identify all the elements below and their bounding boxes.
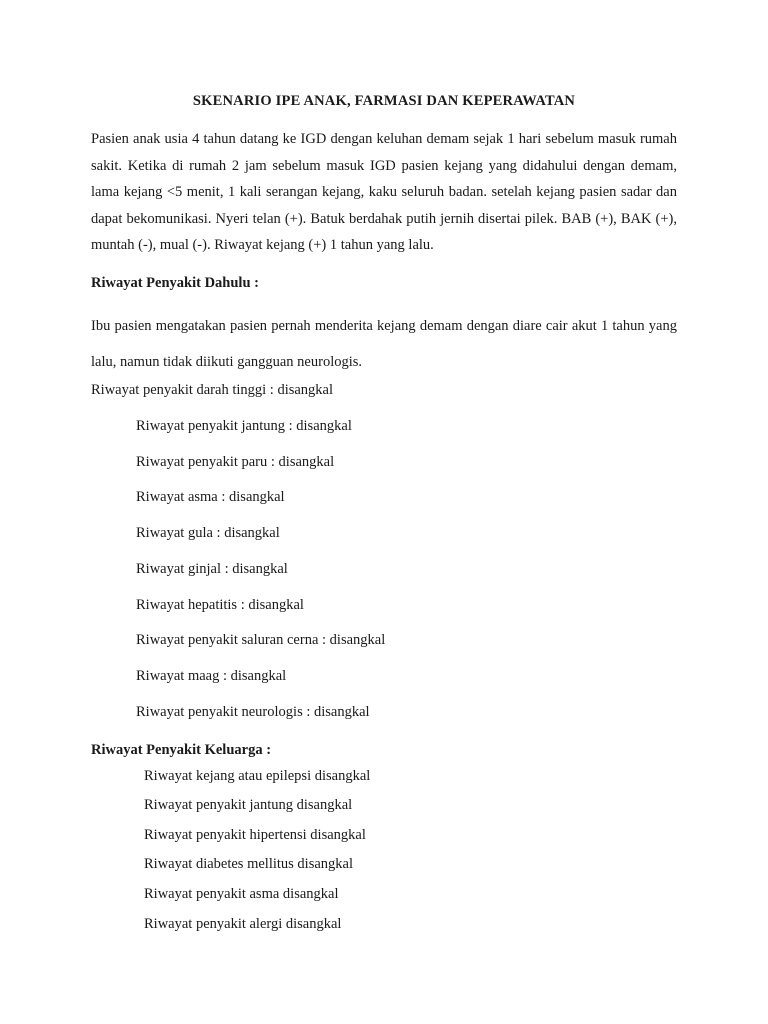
past-history-paragraph: Ibu pasien mengatakan pasien pernah menderita kejang demam dengan diare cair akut 1 tahun yang lalu, namun tidak diikuti gangguan neurologis.: [91, 318, 677, 370]
past-history-item: Riwayat penyakit jantung : disangkal: [136, 418, 352, 434]
family-history-item: Riwayat kejang atau epilepsi disangkal: [144, 768, 371, 784]
intro-paragraph: Pasien anak usia 4 tahun datang ke IGD dengan keluhan demam sejak 1 hari sebelum masuk rumah sakit. Ketika di rumah 2 jam sebelum masuk IGD pasien kejang yang didahului dengan demam, lama kejang <5 menit, 1 kali serangan kejang, kaku seluruh badan. setelah kejang pasien sadar dan dapat bekomunikasi. Nyeri telan (+). Batuk berdahak putih jernih disertai pilek. BAB (+), BAK (+), muntah (-), mual (-). Riwayat kejang (+) 1 tahun yang lalu.: [91, 131, 677, 253]
document-title: SKENARIO IPE ANAK, FARMASI DAN KEPERAWATAN: [192, 93, 576, 109]
past-history-item: Riwayat asma : disangkal: [136, 489, 285, 505]
past-history-item: Riwayat penyakit neurologis : disangkal: [136, 704, 370, 720]
past-history-item: Riwayat ginjal : disangkal: [136, 561, 288, 577]
family-history-item: Riwayat penyakit asma disangkal: [144, 886, 339, 902]
family-history-heading: Riwayat Penyakit Keluarga :: [91, 742, 272, 758]
family-history-item: Riwayat penyakit jantung disangkal: [144, 797, 353, 813]
past-history-item: Riwayat hepatitis : disangkal: [136, 597, 304, 613]
family-history-item: Riwayat diabetes mellitus disangkal: [144, 856, 353, 872]
past-history-item-hypertension: Riwayat penyakit darah tinggi : disangkal: [91, 382, 334, 398]
past-history-heading: Riwayat Penyakit Dahulu :: [91, 275, 259, 291]
family-history-item: Riwayat penyakit alergi disangkal: [144, 916, 342, 932]
family-history-item: Riwayat penyakit hipertensi disangkal: [144, 827, 366, 843]
past-history-item: Riwayat penyakit paru : disangkal: [136, 454, 335, 470]
past-history-item: Riwayat gula : disangkal: [136, 525, 280, 541]
past-history-item: Riwayat maag : disangkal: [136, 668, 287, 684]
past-history-item: Riwayat penyakit saluran cerna : disangkal: [136, 632, 386, 648]
